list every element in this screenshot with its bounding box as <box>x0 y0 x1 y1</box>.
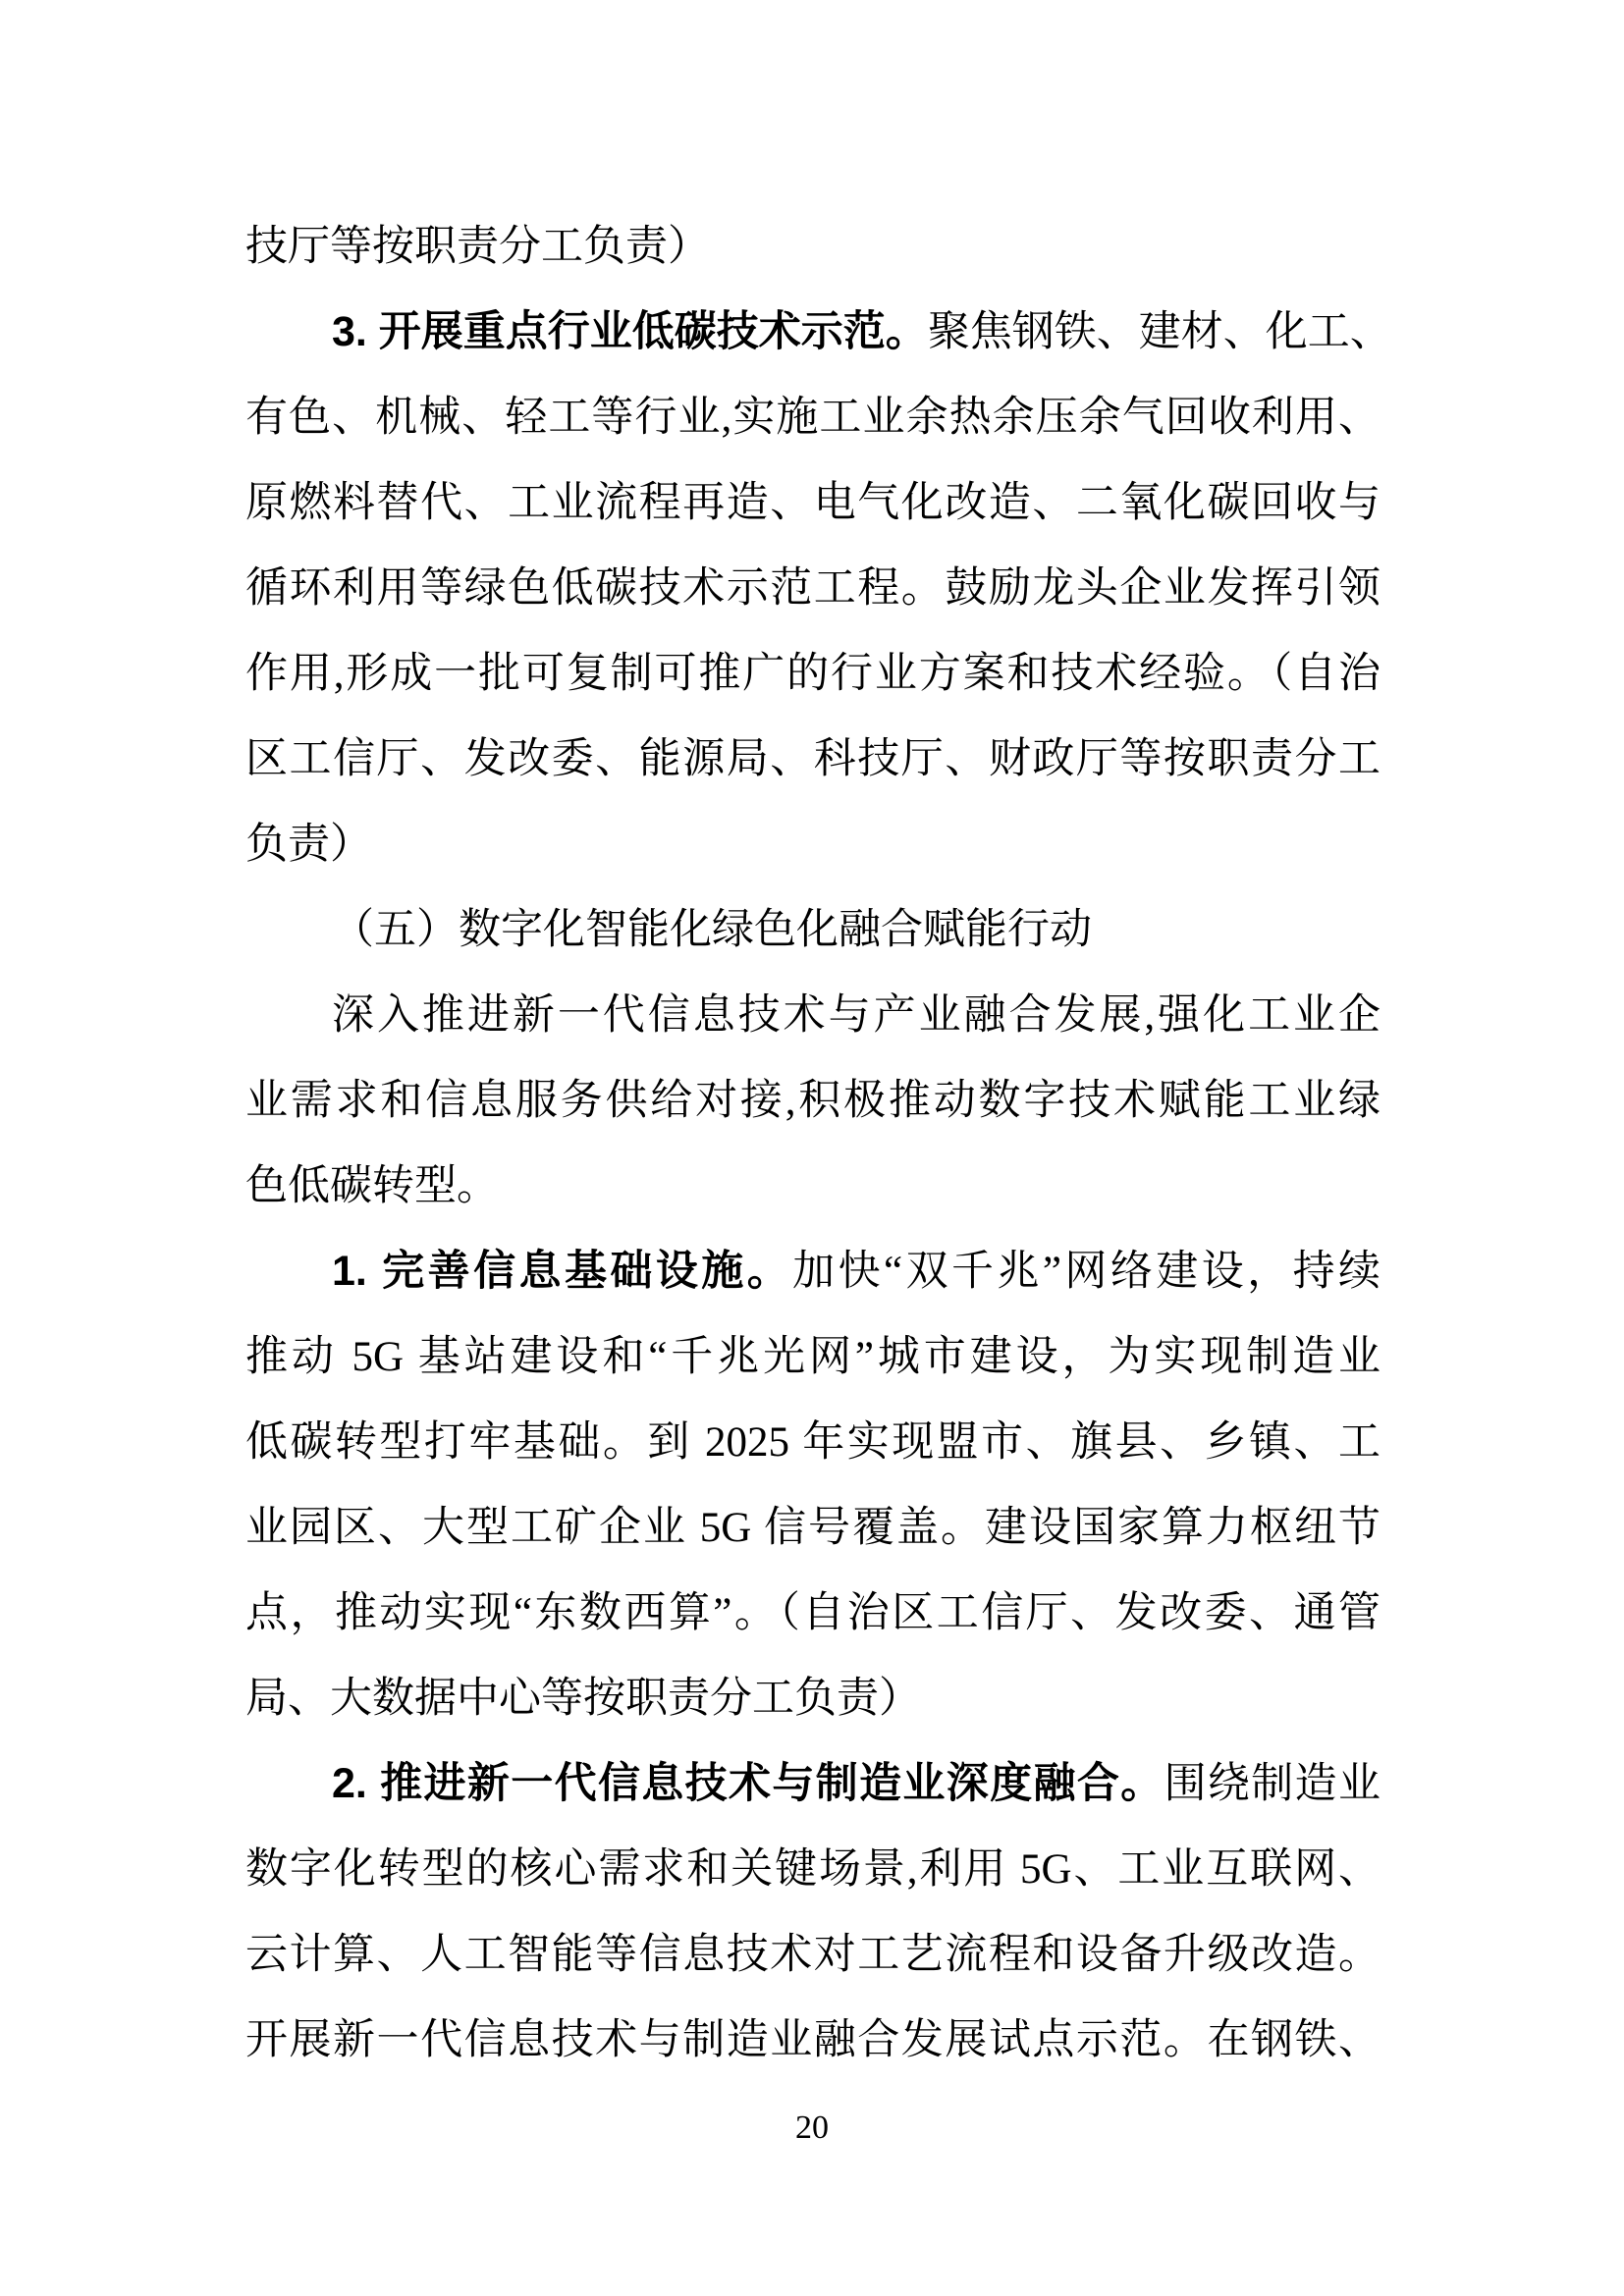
document-body <box>245 204 1392 2083</box>
text-line <box>245 1571 1380 1656</box>
section-heading-line <box>245 887 1380 973</box>
text-run: 色低碳转型。 <box>245 1163 499 1209</box>
text-run: 围绕制造业 <box>1164 1761 1381 1807</box>
bold-heading-run: 2. 推进新一代信息技术与制造业深度融合。 <box>332 1760 1164 1807</box>
text-line <box>245 290 1392 375</box>
text-line <box>245 1827 1380 1912</box>
text-run: 数字化转型的核心需求和关键场景,利用 5G、工业互联网、 <box>245 1846 1380 1893</box>
bold-heading-run: 3. 开展重点行业低碳技术示范。 <box>332 308 928 355</box>
text-line <box>245 204 1380 290</box>
text-run: 技厅等按职责分工负责） <box>245 224 710 270</box>
text-line <box>245 375 1380 460</box>
bold-heading-run: 1. 完善信息基础设施。 <box>332 1248 793 1295</box>
text-line <box>245 1656 1380 1741</box>
text-line <box>245 1998 1380 2083</box>
text-line <box>245 1400 1380 1485</box>
text-run: 区工信厅、发改委、能源局、科技厅、财政厅等按职责分工 <box>245 736 1380 782</box>
text-line <box>245 546 1380 631</box>
text-run: 开展新一代信息技术与制造业融合发展试点示范。在钢铁、 <box>245 2017 1380 2063</box>
text-line <box>245 460 1380 546</box>
text-line <box>245 973 1380 1058</box>
text-run: 聚焦钢铁、建材、化工、 <box>927 309 1392 355</box>
text-line <box>245 1229 1380 1314</box>
text-run: 低碳转型打牢基础。到 2025 年实现盟市、旗县、乡镇、工 <box>245 1419 1380 1466</box>
text-line <box>245 1741 1380 1827</box>
text-line <box>245 1144 1380 1229</box>
page-number: 20 <box>795 2109 829 2146</box>
text-run: 加快“双千兆”网络建设，持续 <box>792 1249 1381 1295</box>
text-run: 推动 5G 基站建设和“千兆光网”城市建设，为实现制造业 <box>245 1334 1380 1380</box>
text-run: 点，推动实现“东数西算”。（自治区工信厅、发改委、通管 <box>245 1590 1380 1636</box>
text-run: 局、大数据中心等按职责分工负责） <box>245 1676 921 1722</box>
text-run: 作用,形成一批可复制可推广的行业方案和技术经验。（自治 <box>245 651 1380 697</box>
text-run: 业园区、大型工矿企业 5G 信号覆盖。建设国家算力枢纽节 <box>245 1505 1380 1551</box>
text-line <box>245 1912 1380 1998</box>
text-line <box>245 717 1380 802</box>
text-run: 云计算、人工智能等信息技术对工艺流程和设备升级改造。 <box>245 1932 1380 1978</box>
text-line <box>245 1314 1380 1400</box>
text-line <box>245 802 1380 887</box>
text-line <box>245 1058 1380 1144</box>
text-run: 深入推进新一代信息技术与产业融合发展,强化工业企 <box>332 992 1380 1039</box>
text-run: 业需求和信息服务供给对接,积极推动数字技术赋能工业绿 <box>245 1078 1380 1124</box>
text-line <box>245 631 1380 717</box>
text-run: 原燃料替代、工业流程再造、电气化改造、二氧化碳回收与 <box>245 480 1380 526</box>
text-run: 有色、机械、轻工等行业,实施工业余热余压余气回收利用、 <box>245 395 1380 441</box>
text-run: 负责） <box>245 822 372 868</box>
text-run: 循环利用等绿色低碳技术示范工程。鼓励龙头企业发挥引领 <box>245 565 1380 612</box>
text-line <box>245 1485 1380 1571</box>
text-run: （五）数字化智能化绿色化融合赋能行动 <box>332 907 1092 953</box>
